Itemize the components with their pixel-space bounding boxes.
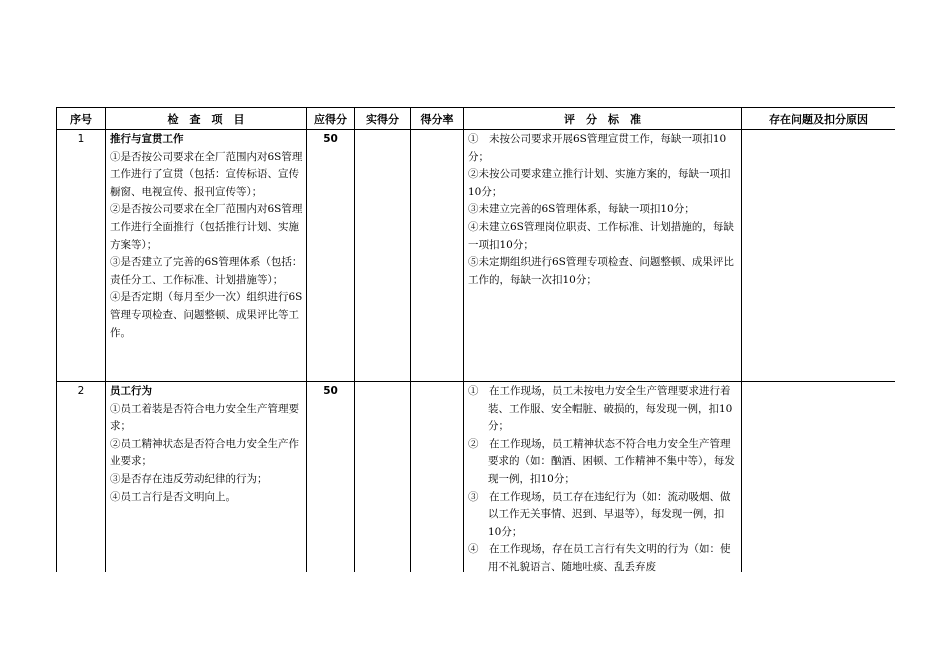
table-row	[57, 382, 896, 573]
header-max-score: 应得分	[307, 108, 355, 130]
item-title: 推行与宣贯工作	[110, 133, 184, 145]
criteria-point: ③未建立完善的6S管理体系，每缺一项扣10分；	[468, 203, 695, 216]
criteria-point: ① 未按公司要求开展6S管理宣贯工作，每缺一项扣10分；	[468, 133, 727, 163]
criteria-point: ④未建立6S管理岗位职责、工作标准、计划措施的，每缺一项扣10分；	[468, 220, 734, 251]
header-score-rate: 得分率	[411, 108, 464, 130]
item-point: ①员工着装是否符合电力安全生产管理要求；	[110, 402, 299, 433]
header-issues: 存在问题及扣分原因	[742, 108, 896, 130]
row-issues[interactable]	[742, 130, 896, 382]
criteria-point: ① 在工作现场，员工未按电力安全生产管理要求进行着装、工作服、安全帽脏、破损的，每发现一例，扣10分；	[468, 385, 733, 433]
row-score-rate[interactable]	[411, 382, 464, 573]
row-issues[interactable]	[742, 382, 896, 573]
row-actual-score[interactable]	[355, 382, 411, 573]
criteria-point: ②未按公司要求建立推行计划、实施方案的，每缺一项扣10分；	[468, 168, 731, 198]
item-point: ①是否按公司要求在全厂范围内对6S管理工作进行了宣贯（包括：宣传标语、宣传橱窗、电视宣传、报刊宣传等）；	[110, 150, 303, 198]
item-point: ③是否建立了完善的6S管理体系（包括：责任分工、工作标准、计划措施等）；	[110, 256, 303, 286]
criteria-point: ② 在工作现场，员工精神状态不符合电力安全生产管理要求的（如：酗酒、困顿、工作精神不集中等），每发现一例，扣10分；	[468, 437, 735, 485]
criteria-point: ③ 在工作现场，员工存在违纪行为（如：流动吸烟、做以工作无关事情、迟到、早退等），每发现一例，扣10分；	[468, 490, 731, 538]
header-actual-score: 实得分	[355, 108, 411, 130]
header-seq: 序号	[57, 108, 106, 130]
table-row	[57, 130, 896, 382]
row-seq: 2	[57, 382, 106, 573]
row-seq: 1	[57, 130, 106, 382]
row-actual-score[interactable]	[355, 130, 411, 382]
inspection-table-page	[56, 107, 895, 572]
item-point: ③是否存在违反劳动纪律的行为；	[110, 472, 268, 485]
item-point: ④是否定期（每月至少一次）组织进行6S管理专项检查、问题整顿、成果评比等工作。	[110, 291, 303, 339]
row-max-score: 50	[307, 130, 355, 382]
table-header-row	[57, 108, 896, 130]
criteria-point: ④ 在工作现场，存在员工言行有失文明的行为（如：使用不礼貌语言、随地吐痰、乱丢弃废	[468, 543, 731, 572]
row-item-cell	[106, 130, 307, 382]
header-item: 检 查 项 目	[106, 108, 307, 130]
item-point: ④员工言行是否文明向上。	[110, 490, 236, 503]
criteria-point: ⑤未定期组织进行6S管理专项检查、问题整顿、成果评比工作的，每缺一次扣10分；	[468, 256, 734, 286]
row-item-cell	[106, 382, 307, 573]
item-title: 员工行为	[110, 385, 152, 397]
row-criteria-cell	[464, 382, 742, 573]
item-point: ②员工精神状态是否符合电力安全生产作业要求；	[110, 437, 299, 468]
row-criteria-cell	[464, 130, 742, 382]
row-score-rate[interactable]	[411, 130, 464, 382]
item-point: ②是否按公司要求在全厂范围内对6S管理工作进行全面推行（包括推行计划、实施方案等）；	[110, 203, 303, 251]
inspection-table	[56, 107, 895, 572]
header-criteria: 评 分 标 准	[464, 108, 742, 130]
row-max-score: 50	[307, 382, 355, 573]
